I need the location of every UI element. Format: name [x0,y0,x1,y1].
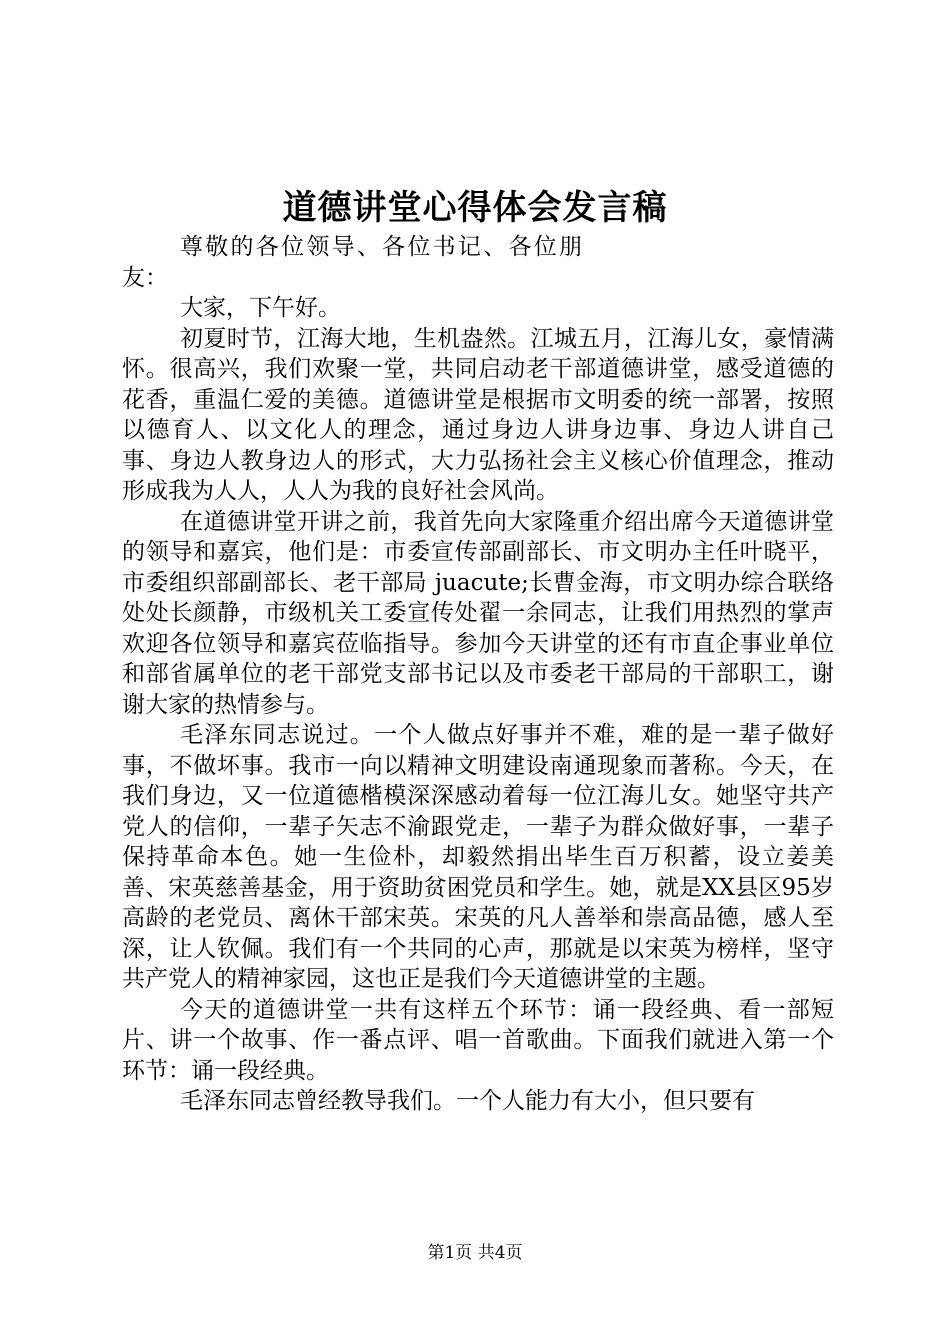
paragraph-greeting: 大家，下午好。 [180,295,341,321]
paragraph-guests: 在道德讲堂开讲之前，我首先向大家隆重介绍出席今天道德讲堂的领导和嘉宾，他们是：市委宣传部副部长、市文明办主任叶晓平，市委组织部副部长、老干部局 juacute;长曹金海，市文明办综合联络处处长颜静，市级机关工委宣传处翟一余同志，让我们用热烈的掌声欢迎各位领导和嘉宾莅临指导。参加今天讲堂的还有市直企事业单位和部省属单位的老干部党支部书记以及市委老干部局的干部职工，谢谢大家的热情参与。 [122,508,834,718]
page-number: 第1页 共4页 [427,1243,523,1263]
paragraph-opening: 初夏时节，江海大地，生机盎然。江城五月，江海儿女，豪情满怀。很高兴，我们欢聚一堂，共同启动老干部道德讲堂，感受道德的花香，重温仁爱的美德。道德讲堂是根据市文明委的统一部署，按照以德育人、以文化人的理念，通过身边人讲身边事、身边人讲自己事、身边人教身边人的形式，大力弘扬社会主义核心价值理念，推动形成我为人人，人人为我的良好社会风尚。 [122,325,834,504]
paragraph-salutation: 尊敬的各位领导、各位书记、各位朋友： [122,234,582,291]
paragraph-agenda: 今天的道德讲堂一共有这样五个环节：诵一段经典、看一部短片、讲一个故事、作一番点评、唱一首歌曲。下面我们就进入第一个环节：诵一段经典。 [122,996,834,1084]
document-body [122,232,834,1117]
paragraph-song-ying: 毛泽东同志说过。一个人做点好事并不难，难的是一辈子做好事，不做坏事。我市一向以精神文明建设南通现象而著称。今天，在我们身边，又一位道德楷模深深感动着每一位江海儿女。她坚守共产党人的信仰，一辈子矢志不渝跟党走，一辈子为群众做好事，一辈子保持革命本色。她一生俭朴，却毅然捐出毕生百万积蓄，设立姜美善、宋英慈善基金，用于资助贫困党员和学生。她，就是XX县区95岁高龄的老党员、离休干部宋英。宋英的凡人善举和崇高品德，感人至深，让人钦佩。我们有一个共同的心声，那就是以宋英为榜样，坚守共产党人的精神家园，这也正是我们今天道德讲堂的主题。 [122,722,834,992]
document-title: 道德讲堂心得体会发言稿 [282,188,668,228]
paragraph-continuation: 毛泽东同志曾经教导我们。一个人能力有大小，但只要有 [180,1088,755,1114]
